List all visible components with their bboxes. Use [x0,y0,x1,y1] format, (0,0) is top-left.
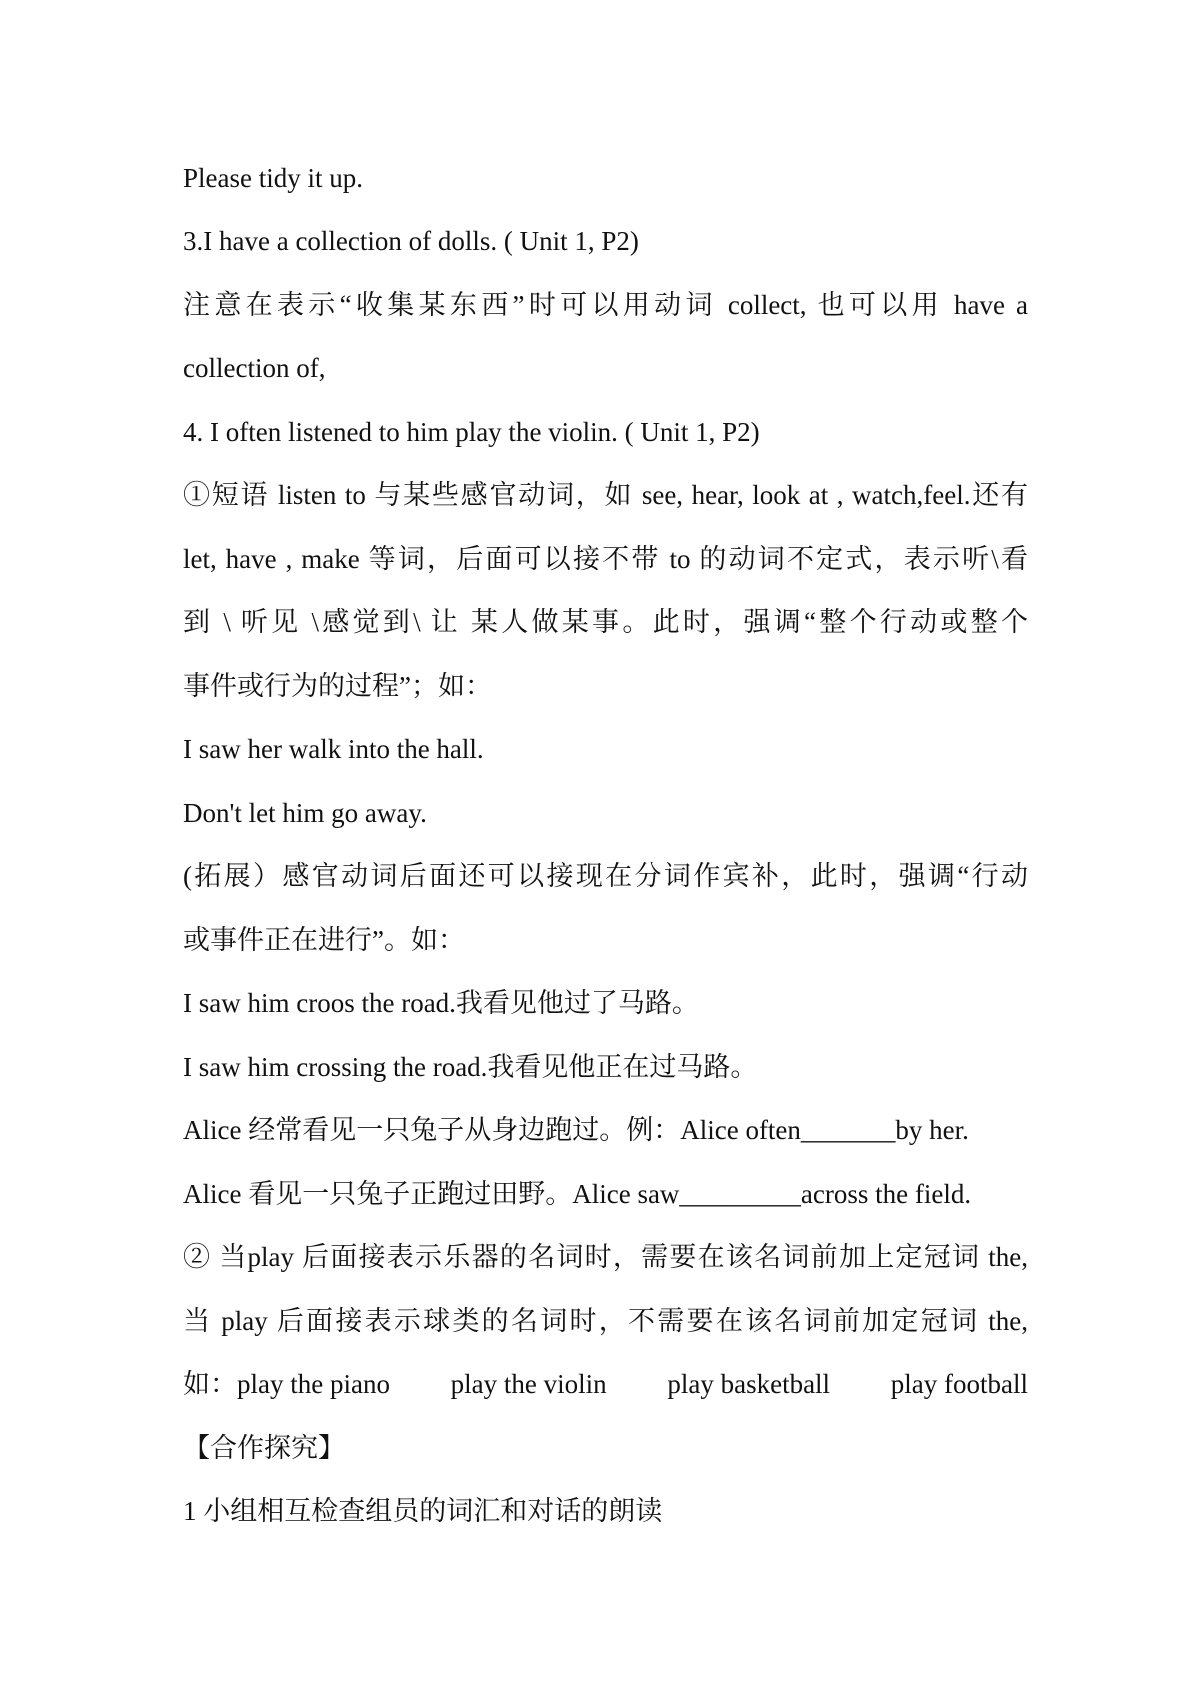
section-heading: 【合作探究】 [183,1433,345,1463]
text-line-example-croos: I saw him croos the road.我看见他过了马路。 [183,988,699,1018]
text-line-exercise-2: Alice 看见一只兔子正跑过田野。Alice saw_________across the field. [183,1179,972,1209]
example-item-violin: play the violin [450,1369,607,1399]
text-line-point-3: 3.I have a collection of dolls. ( Unit 1, P2) [183,226,639,256]
text-line-example-crossing: I saw him crossing the road.我看见他正在过马路。 [183,1052,758,1082]
task-line: 1 小组相互检查组员的词汇和对话的朗读 [183,1496,663,1526]
text-line-rule-2b: 当 play 后面接表示球类的名词时，不需要在该名词前加定冠词 the, [183,1306,1028,1336]
text-line-rule-1b: let, have , make 等词，后面可以接不带 to 的动词不定式，表示听\看 [183,544,1028,574]
example-item-piano [183,1366,390,1402]
examples-row [183,1366,1028,1402]
text-line-collect-note: 注意在表示“收集某东西”时可以用动词 collect, 也可以用 have a [183,290,1028,320]
example-play-piano: play the piano [237,1369,390,1399]
text-line-extension-b: 或事件正在进行”。如： [183,925,465,955]
text-line-extension-a: (拓展）感官动词后面还可以接现在分词作宾补，此时，强调“行动 [183,861,1028,891]
examples-prefix: 如： [183,1369,237,1399]
text-line-collection-of: collection of, [183,353,326,383]
example-item-football: play football [890,1369,1028,1399]
text-line-rule-1d: 事件或行为的过程”；如： [183,671,492,701]
text-line-example-go-away: Don't let him go away. [183,798,427,828]
text-line-exercise-1: Alice 经常看见一只兔子从身边跑过。例：Alice often_______by her. [183,1115,969,1145]
example-item-basketball: play basketball [667,1369,831,1399]
text-line-rule-1c: 到 \ 听见 \感觉到\ 让 某人做某事。此时，强调“整个行动或整个 [183,607,1028,637]
text-line-tidy: Please tidy it up. [183,163,363,193]
text-line-point-4: 4. I often listened to him play the violin. ( Unit 1, P2) [183,417,760,447]
text-line-rule-1a: ①短语 listen to 与某些感官动词，如 see, hear, look at , watch,feel.还有 [183,480,1028,510]
text-line-rule-2a: ② 当play 后面接表示乐器的名词时，需要在该名词前加上定冠词 the, [183,1242,1028,1272]
text-line-example-hall: I saw her walk into the hall. [183,734,484,764]
